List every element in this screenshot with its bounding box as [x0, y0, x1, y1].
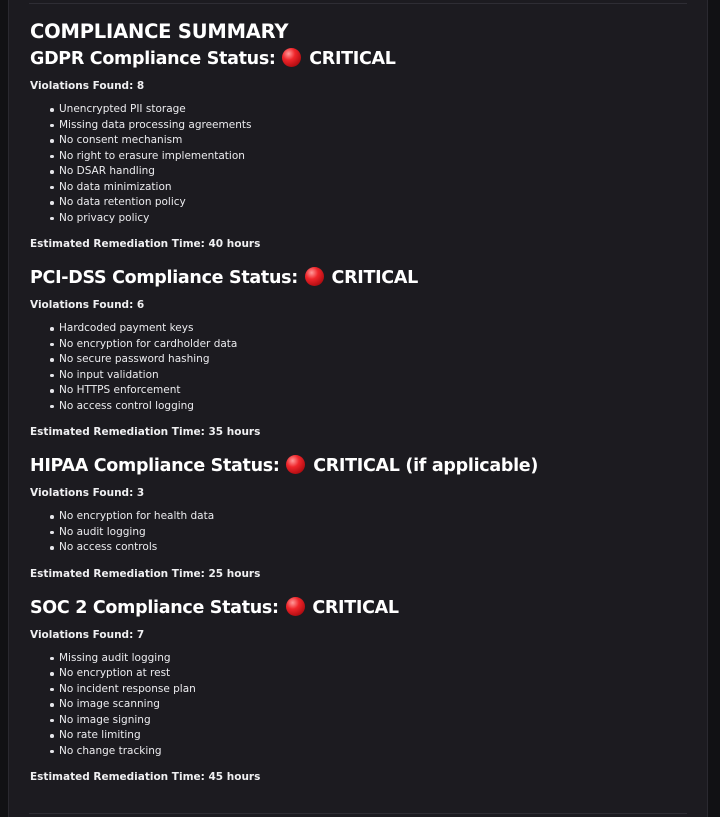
- list-item: No input validation: [59, 368, 700, 384]
- list-item: No HTTPS enforcement: [59, 383, 700, 399]
- section-status: CRITICAL (if applicable): [313, 456, 539, 476]
- section-pci-dss: [30, 265, 700, 453]
- section-hipaa: [30, 453, 700, 595]
- section-heading: [30, 453, 700, 479]
- list-item: No rate limiting: [59, 728, 700, 744]
- top-divider: [29, 0, 687, 4]
- list-item: No privacy policy: [59, 211, 700, 227]
- list-item: Missing data processing agreements: [59, 118, 700, 134]
- remediation-time: Estimated Remediation Time: 35 hours: [30, 426, 261, 438]
- list-item: No data minimization: [59, 180, 700, 196]
- list-item: Missing audit logging: [59, 651, 700, 667]
- list-item: No right to erasure implementation: [59, 149, 700, 165]
- section-heading: [30, 265, 700, 291]
- list-item: No incident response plan: [59, 682, 700, 698]
- list-item: No DSAR handling: [59, 164, 700, 180]
- list-item: No image scanning: [59, 697, 700, 713]
- violations-list: [30, 509, 700, 556]
- red-circle-icon: [286, 597, 305, 616]
- list-item: No consent mechanism: [59, 133, 700, 149]
- violations-list: [30, 651, 700, 760]
- section-title: PCI-DSS Compliance Status:: [30, 268, 298, 288]
- list-item: No access control logging: [59, 399, 700, 415]
- section-heading: [30, 595, 700, 621]
- violations-count: Violations Found: 7: [30, 628, 145, 641]
- list-item: No secure password hashing: [59, 352, 700, 368]
- section-title: SOC 2 Compliance Status:: [30, 597, 279, 618]
- list-item: No encryption at rest: [59, 666, 700, 682]
- list-item: No change tracking: [59, 744, 700, 760]
- red-circle-icon: [282, 48, 301, 67]
- red-circle-icon: [305, 267, 324, 286]
- violations-list: [30, 321, 700, 414]
- section-heading: [30, 46, 700, 72]
- section-soc2: [30, 595, 700, 785]
- remediation-time: Estimated Remediation Time: 25 hours: [30, 567, 261, 580]
- violations-count: Violations Found: 3: [30, 487, 145, 499]
- section-status: CRITICAL: [309, 49, 396, 69]
- document-frame: [8, 0, 708, 817]
- section-title: GDPR Compliance Status:: [30, 49, 276, 69]
- section-gdpr: [30, 46, 700, 265]
- bottom-divider: [29, 813, 687, 817]
- red-circle-icon: [286, 455, 305, 474]
- page-title: COMPLIANCE SUMMARY: [30, 20, 289, 43]
- list-item: No access controls: [59, 540, 700, 556]
- list-item: No encryption for cardholder data: [59, 337, 700, 353]
- compliance-summary: [30, 18, 700, 784]
- list-item: Hardcoded payment keys: [59, 321, 700, 337]
- list-item: No audit logging: [59, 525, 700, 541]
- section-status: CRITICAL: [331, 268, 418, 288]
- section-status: CRITICAL: [312, 597, 399, 618]
- violations-count: Violations Found: 8: [30, 80, 145, 92]
- remediation-time: Estimated Remediation Time: 40 hours: [30, 238, 261, 250]
- list-item: Unencrypted PII storage: [59, 102, 700, 118]
- list-item: No image signing: [59, 713, 700, 729]
- remediation-time: Estimated Remediation Time: 45 hours: [30, 771, 261, 783]
- violations-count: Violations Found: 6: [30, 299, 145, 311]
- list-item: No encryption for health data: [59, 509, 700, 525]
- violations-list: [30, 102, 700, 226]
- list-item: No data retention policy: [59, 195, 700, 211]
- section-title: HIPAA Compliance Status:: [30, 456, 280, 476]
